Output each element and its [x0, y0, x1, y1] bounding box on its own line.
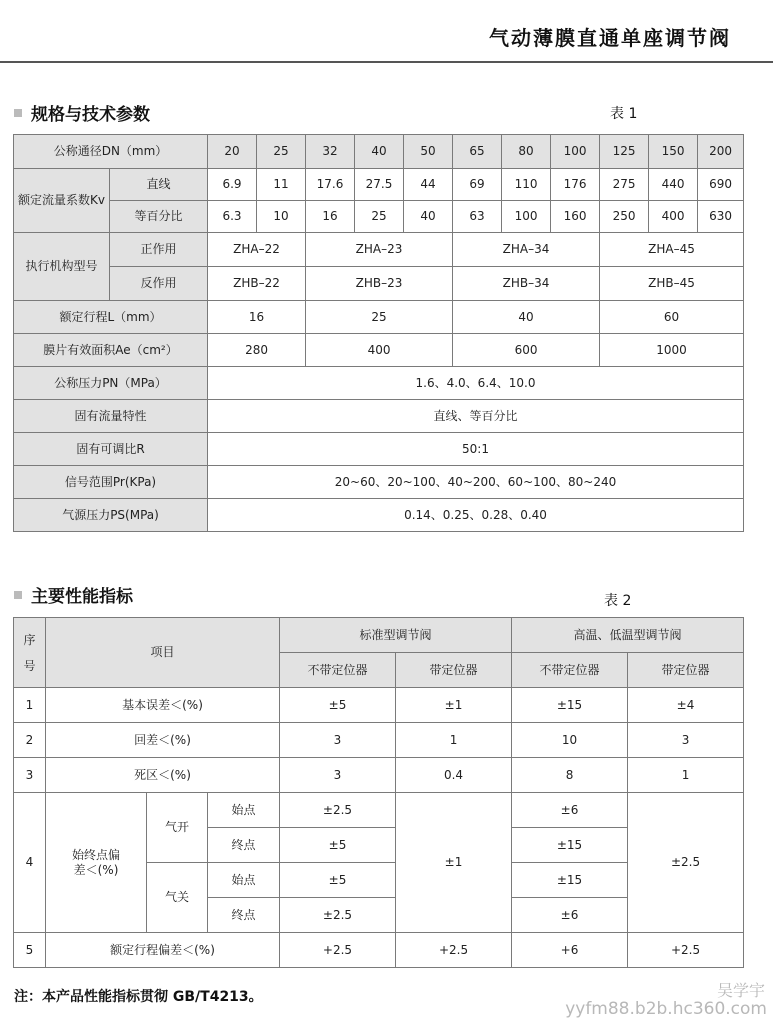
perf-row	[14, 688, 744, 723]
actuator-cell: ZHA–22	[208, 233, 306, 267]
kv-cell: 16	[306, 201, 355, 233]
dn-cell: 40	[355, 135, 404, 169]
kv-cell: 630	[698, 201, 744, 233]
kv-cell: 25	[355, 201, 404, 233]
section-perf-heading	[14, 582, 133, 607]
perf-row	[14, 723, 744, 758]
area-cell: 280	[208, 334, 306, 367]
spec-table	[13, 134, 744, 532]
range-label: 固有可调比R	[14, 433, 208, 466]
dn-label: 公称通径DN（mm）	[14, 135, 208, 169]
perf-row-4a	[14, 793, 744, 828]
value-cell: ±15	[512, 828, 628, 863]
air-value: 0.14、0.25、0.28、0.40	[208, 499, 744, 532]
dn-cell: 65	[453, 135, 502, 169]
kv-cell: 440	[649, 169, 698, 201]
std-header: 标准型调节阀	[280, 618, 512, 653]
kv-cell: 400	[649, 201, 698, 233]
dn-cell: 100	[551, 135, 600, 169]
area-cell: 400	[306, 334, 453, 367]
value-cell: 8	[512, 758, 628, 793]
footnote: 注：本产品性能指标贯彻 GB/T4213。	[14, 989, 263, 1005]
dn-cell: 150	[649, 135, 698, 169]
reverse-label: 反作用	[110, 267, 208, 301]
area-cell: 600	[453, 334, 600, 367]
row-number: 5	[14, 933, 46, 968]
kv-cell: 44	[404, 169, 453, 201]
square-bullet-icon	[14, 109, 22, 117]
stroke-row	[14, 301, 744, 334]
value-cell: 10	[512, 723, 628, 758]
value-cell: ±2.5	[628, 793, 744, 933]
kv-label: 额定流量系数Kv	[14, 169, 110, 233]
value-cell: ±1	[396, 688, 512, 723]
ht-no-pos-header: 不带定位器	[512, 653, 628, 688]
end-point-label: 终点	[208, 898, 280, 933]
dn-row	[14, 135, 744, 169]
dn-cell: 125	[600, 135, 649, 169]
actuator-reverse-row	[14, 267, 744, 301]
row-item: 基本误差＜(%)	[46, 688, 280, 723]
pn-value: 1.6、4.0、6.4、10.0	[208, 367, 744, 400]
section-spec-heading	[14, 100, 150, 125]
section-spec-title: 规格与技术参数	[31, 105, 150, 125]
perf-row	[14, 933, 744, 968]
ht-header: 高温、低温型调节阀	[512, 618, 744, 653]
row-number: 1	[14, 688, 46, 723]
kv-cell: 69	[453, 169, 502, 201]
kv-linear-label: 直线	[110, 169, 208, 201]
kv-cell: 6.9	[208, 169, 257, 201]
dn-cell: 50	[404, 135, 453, 169]
actuator-cell: ZHA–45	[600, 233, 744, 267]
row-item: 死区＜(%)	[46, 758, 280, 793]
square-bullet-icon	[14, 591, 22, 599]
kv-cell: 100	[502, 201, 551, 233]
section-perf-title: 主要性能指标	[31, 587, 133, 607]
kv-cell: 11	[257, 169, 306, 201]
actuator-cell: ZHA–34	[453, 233, 600, 267]
row-item: 回差＜(%)	[46, 723, 280, 758]
value-cell: 1	[628, 758, 744, 793]
dn-cell: 80	[502, 135, 551, 169]
value-cell: 1	[396, 723, 512, 758]
flow-char-row	[14, 400, 744, 433]
seq-header: 序号	[14, 618, 46, 688]
range-value: 50:1	[208, 433, 744, 466]
start-point-label: 始点	[208, 863, 280, 898]
value-cell: ±15	[512, 863, 628, 898]
stroke-cell: 25	[306, 301, 453, 334]
value-cell: +2.5	[628, 933, 744, 968]
kv-pct-label: 等百分比	[110, 201, 208, 233]
kv-cell: 110	[502, 169, 551, 201]
value-cell: ±1	[396, 793, 512, 933]
signal-value: 20~60、20~100、40~200、60~100、80~240	[208, 466, 744, 499]
value-cell: 3	[280, 723, 396, 758]
ht-with-pos-header: 带定位器	[628, 653, 744, 688]
value-cell: ±5	[280, 828, 396, 863]
table2-number: 表 2	[604, 593, 632, 609]
stroke-cell: 60	[600, 301, 744, 334]
row-number: 2	[14, 723, 46, 758]
value-cell: ±6	[512, 793, 628, 828]
air-row	[14, 499, 744, 532]
kv-cell: 690	[698, 169, 744, 201]
actuator-cell: ZHB–23	[306, 267, 453, 301]
area-cell: 1000	[600, 334, 744, 367]
dn-cell: 200	[698, 135, 744, 169]
kv-cell: 160	[551, 201, 600, 233]
kv-cell: 6.3	[208, 201, 257, 233]
value-cell: +6	[512, 933, 628, 968]
value-cell: ±2.5	[280, 898, 396, 933]
stroke-cell: 16	[208, 301, 306, 334]
value-cell: ±15	[512, 688, 628, 723]
performance-table	[13, 617, 744, 968]
signal-label: 信号范围Pr(KPa)	[14, 466, 208, 499]
stroke-label: 额定行程L（mm）	[14, 301, 208, 334]
stroke-cell: 40	[453, 301, 600, 334]
watermark-url: yyfm88.b2b.hc360.com	[565, 999, 767, 1019]
page-title: 气动薄膜直通单座调节阀	[489, 26, 731, 50]
kv-cell: 63	[453, 201, 502, 233]
air-close-label: 气关	[147, 863, 208, 933]
kv-cell: 40	[404, 201, 453, 233]
flow-char-value: 直线、等百分比	[208, 400, 744, 433]
area-label: 膜片有效面积Ae（cm²）	[14, 334, 208, 367]
row-item: 额定行程偏差＜(%)	[46, 933, 280, 968]
value-cell: ±5	[280, 688, 396, 723]
dn-cell: 25	[257, 135, 306, 169]
kv-cell: 250	[600, 201, 649, 233]
signal-row	[14, 466, 744, 499]
watermark-name: 吴学宇	[716, 981, 765, 1000]
perf-row	[14, 758, 744, 793]
dn-cell: 20	[208, 135, 257, 169]
row-number: 3	[14, 758, 46, 793]
perf-header-row	[14, 618, 744, 653]
area-row	[14, 334, 744, 367]
kv-cell: 27.5	[355, 169, 404, 201]
kv-cell: 17.6	[306, 169, 355, 201]
value-cell: ±2.5	[280, 793, 396, 828]
value-cell: ±5	[280, 863, 396, 898]
pn-label: 公称压力PN（MPa）	[14, 367, 208, 400]
std-no-pos-header: 不带定位器	[280, 653, 396, 688]
std-with-pos-header: 带定位器	[396, 653, 512, 688]
kv-cell: 10	[257, 201, 306, 233]
value-cell: 0.4	[396, 758, 512, 793]
table1-number: 表 1	[610, 106, 638, 122]
actuator-cell: ZHB–34	[453, 267, 600, 301]
start-point-label: 始点	[208, 793, 280, 828]
air-open-label: 气开	[147, 793, 208, 863]
pn-row	[14, 367, 744, 400]
end-point-label: 终点	[208, 828, 280, 863]
actuator-cell: ZHB–45	[600, 267, 744, 301]
row-item: 始终点偏差＜(%)	[46, 793, 147, 933]
actuator-cell: ZHB–22	[208, 267, 306, 301]
value-cell: 3	[628, 723, 744, 758]
actuator-direct-row	[14, 233, 744, 267]
kv-linear-row	[14, 169, 744, 201]
air-label: 气源压力PS(MPa)	[14, 499, 208, 532]
actuator-label: 执行机构型号	[14, 233, 110, 301]
title-rule	[0, 61, 773, 63]
value-cell: ±6	[512, 898, 628, 933]
item-header: 项目	[46, 618, 280, 688]
flow-char-label: 固有流量特性	[14, 400, 208, 433]
kv-cell: 176	[551, 169, 600, 201]
direct-label: 正作用	[110, 233, 208, 267]
row-number: 4	[14, 793, 46, 933]
value-cell: ±4	[628, 688, 744, 723]
kv-pct-row	[14, 201, 744, 233]
actuator-cell: ZHA–23	[306, 233, 453, 267]
value-cell: +2.5	[396, 933, 512, 968]
value-cell: +2.5	[280, 933, 396, 968]
value-cell: 3	[280, 758, 396, 793]
dn-cell: 32	[306, 135, 355, 169]
kv-cell: 275	[600, 169, 649, 201]
range-row	[14, 433, 744, 466]
